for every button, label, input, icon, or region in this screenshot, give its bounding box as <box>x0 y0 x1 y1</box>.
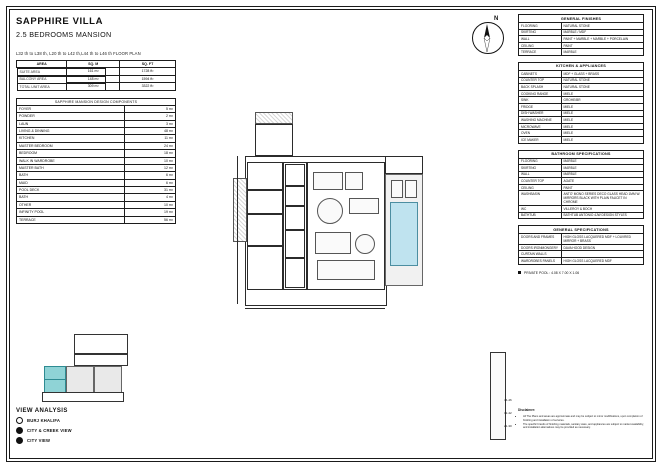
table-row <box>519 258 644 265</box>
bathroom-specifications-table <box>518 158 644 220</box>
design-components-table <box>16 98 176 224</box>
spec-value: MDF + GLASS + BRASS <box>561 70 644 77</box>
legend-dot-icon <box>16 427 23 434</box>
legend-item-burj-khalifa <box>16 417 166 424</box>
spec-key: BATHTUB <box>519 212 562 219</box>
table-row <box>519 136 644 143</box>
spec-key: FLOORING <box>519 158 562 165</box>
row-label: BATH <box>17 172 125 179</box>
row-sqft: 1594 ft² <box>120 75 176 82</box>
furniture-dining-table <box>317 198 343 224</box>
row-value: 6 m² <box>125 172 176 179</box>
table-row <box>17 113 176 120</box>
spec-key: BACK SPLASH <box>519 84 562 91</box>
row-value: 5 m² <box>125 105 176 112</box>
row-sqm: 161 m² <box>67 68 120 75</box>
row-value: 48 m² <box>125 128 176 135</box>
sqm-col-header: SQ. M <box>67 61 120 68</box>
area-col-header: AREA <box>17 61 67 68</box>
spec-key: DOORS AND FRAMES <box>519 234 562 245</box>
table-row <box>17 105 176 112</box>
site-building-block <box>74 334 128 354</box>
row-sqm: 148 m² <box>67 75 120 82</box>
spec-value: MARBLE <box>561 49 644 56</box>
room-bedroom <box>247 162 283 190</box>
spec-key: MICROWAVE <box>519 123 562 130</box>
spec-key: DOORS IRONMONGERY <box>519 244 562 251</box>
furniture-lounge <box>315 232 351 254</box>
furniture-sofa <box>313 172 343 190</box>
table-row <box>519 23 644 30</box>
room-laundry <box>285 186 305 206</box>
row-label: BATH <box>17 194 125 201</box>
row-value: 11 m² <box>125 135 176 142</box>
table-row <box>519 103 644 110</box>
table-row <box>519 251 644 258</box>
spec-value: PAINT <box>561 184 644 191</box>
room-foyer <box>285 258 305 288</box>
table-row <box>519 117 644 124</box>
row-label: MASTER BATH <box>17 164 125 171</box>
legend-item-city-creek-view <box>16 427 166 434</box>
spec-key: FRIDGE <box>519 103 562 110</box>
page-subtitle: 2.5 BEDROOMS MANSION <box>16 30 112 39</box>
spec-key: COOKING RANGE <box>519 90 562 97</box>
spec-key: WASHBASIN <box>519 191 562 206</box>
site-plan-diagram <box>16 332 146 404</box>
spec-value: MARBLE <box>561 158 644 165</box>
spec-value: MARBLE / MDF <box>561 29 644 36</box>
spec-key: COUNTER TOP <box>519 77 562 84</box>
legend-dot-icon <box>16 437 23 444</box>
spec-value: DAVA HOOD DESIGN <box>561 244 644 251</box>
spec-value: GROHE/BR <box>561 97 644 104</box>
spec-value: VILLEROY & BOCH <box>561 206 644 213</box>
spec-value: NATURAL STONE <box>561 77 644 84</box>
spec-key: WASHING MACHINE <box>519 117 562 124</box>
row-value: 2 m² <box>125 113 176 120</box>
row-value: 10 m² <box>125 157 176 164</box>
row-label: MASTER BEDROOM <box>17 142 125 149</box>
general-finishes-table <box>518 22 644 56</box>
general-finishes-panel <box>518 14 644 56</box>
table-row <box>519 234 644 245</box>
legend-label: CITY VIEW <box>27 438 51 443</box>
components-title: SAPPHIRE MANSION DESIGN COMPONENTS <box>17 98 176 105</box>
tower-level-labels <box>504 398 512 437</box>
spec-value: NATURAL STONE <box>561 84 644 91</box>
disclaimer-line: • The specific brands of finishing materials, sanitary ware, and appliances are subject to market availability, and installation alternatives may be provided as necessary. <box>523 423 646 431</box>
row-label: MAID <box>17 179 125 186</box>
furniture-sun-lounger <box>405 180 417 198</box>
disclaimer-title: Disclaimer: <box>518 408 536 412</box>
spec-key: SKIRTING <box>519 165 562 172</box>
room-terrace <box>385 156 423 174</box>
spec-key: DISH WASHER <box>519 110 562 117</box>
general-specifications-title: GENERAL SPECIFICATIONS <box>518 225 644 233</box>
dimension-line <box>237 156 238 304</box>
row-value: 4 m² <box>125 194 176 201</box>
floor-plan-drawing <box>225 150 430 310</box>
table-row <box>519 90 644 97</box>
spec-value: BATHTUB ANTONIO 4JW DESIGN STYLES <box>561 212 644 219</box>
furniture-terrace-seating <box>317 260 375 280</box>
row-label: WALK IN WARDROBE <box>17 157 125 164</box>
table-row <box>17 172 176 179</box>
furniture-console <box>349 198 379 214</box>
legend-item-city-view <box>16 437 166 444</box>
furniture-sun-lounger <box>391 180 403 198</box>
specifications-column <box>518 14 644 275</box>
spec-key: CEILING <box>519 42 562 49</box>
table-row <box>519 77 644 84</box>
spec-value: MARBLE <box>561 165 644 172</box>
table-row <box>519 206 644 213</box>
site-highlight-unit <box>44 379 66 393</box>
room-master-bedroom <box>247 246 283 290</box>
bullet-square-icon <box>518 271 521 274</box>
spec-value <box>561 251 644 258</box>
row-label: TOTAL UNIT AREA <box>17 83 106 91</box>
row-value: 31 m² <box>125 187 176 194</box>
table-row <box>519 130 644 137</box>
table-row <box>519 49 644 56</box>
table-row <box>17 187 176 194</box>
row-label: OTHER <box>17 201 125 208</box>
tower-level: 44-46 <box>504 398 512 402</box>
spec-value: MARBLE <box>561 171 644 178</box>
table-header-row <box>17 98 176 105</box>
spec-key: SKIRTING <box>519 29 562 36</box>
table-row <box>17 68 176 75</box>
row-value: 19 m² <box>125 209 176 216</box>
row-value: 10 m² <box>125 201 176 208</box>
table-row <box>17 179 176 186</box>
table-row <box>519 184 644 191</box>
spec-key: WALL <box>519 36 562 43</box>
row-value: 3 m² <box>125 120 176 127</box>
spec-value: AGATE <box>561 178 644 185</box>
furniture-armchair <box>345 172 363 190</box>
site-podium-block <box>74 354 128 366</box>
spec-key: OVEN <box>519 130 562 137</box>
bathroom-specifications-title: BATHROOM SPECIFICATIONS <box>518 150 644 158</box>
legend-label: BURJ KHALIFA <box>27 418 61 423</box>
row-value: 6 m² <box>125 179 176 186</box>
tower-level: 21-30 <box>504 424 512 428</box>
spec-value: PAINT + MARBLE + MARBLE + PORCELAIN <box>561 36 644 43</box>
spec-value: MIELE <box>561 117 644 124</box>
row-sqft: 3322 ft² <box>120 83 176 90</box>
row-sqm: 309 m² <box>67 83 120 90</box>
infinity-pool <box>390 202 418 266</box>
legend-dot-icon <box>16 417 23 424</box>
sqft-col-header: SQ. FT <box>120 61 176 68</box>
row-label: BALCONY AREA <box>17 75 106 83</box>
spec-key: SINK <box>519 97 562 104</box>
table-row <box>519 29 644 36</box>
service-shaft <box>233 178 247 242</box>
general-finishes-title: GENERAL FINISHES <box>518 14 644 22</box>
table-row <box>519 70 644 77</box>
annex-wall-hatch <box>255 112 293 124</box>
bathroom-specifications-panel <box>518 150 644 220</box>
table-row <box>519 171 644 178</box>
spec-key: ICE MAKER <box>519 136 562 143</box>
view-analysis-title: VIEW ANALYSIS <box>16 408 68 414</box>
row-label: POOL DECK <box>17 187 125 194</box>
row-label: TERRACE <box>17 216 125 223</box>
row-label: LIVING & DINNING <box>17 128 125 135</box>
spec-value: MIELE <box>561 123 644 130</box>
legend-label: CITY & CREEK VIEW <box>27 428 72 433</box>
spec-value: MIELE <box>561 103 644 110</box>
table-row <box>17 120 176 127</box>
spec-key: FLOORING <box>519 23 562 30</box>
table-row <box>519 158 644 165</box>
table-row <box>17 75 176 82</box>
table-row <box>519 36 644 43</box>
row-sqft: 1728 ft² <box>120 68 176 75</box>
compass-north-label: N <box>494 16 499 22</box>
row-value: 56 m² <box>125 216 176 223</box>
table-row <box>519 244 644 251</box>
table-row <box>519 212 644 219</box>
site-adjacent-block <box>66 366 94 393</box>
spec-value: MIELE <box>561 90 644 97</box>
private-pool-text: PRIVATE POOL : 4.08 X 7.00 X 1.06 <box>524 270 580 275</box>
table-row <box>17 150 176 157</box>
row-value: 12 m² <box>125 164 176 171</box>
north-compass-icon <box>470 16 508 54</box>
furniture-side-table <box>355 234 375 254</box>
room-walk-in-wardrobe <box>247 214 283 246</box>
row-label: BEDROOM <box>17 150 125 157</box>
row-label: LAUN <box>17 120 125 127</box>
area-table <box>16 60 176 91</box>
tower-level: 32-42 <box>504 411 512 415</box>
spec-key: COUNTER TOP <box>519 178 562 185</box>
table-row <box>519 165 644 172</box>
site-highlight-unit <box>44 366 66 380</box>
view-analysis-legend <box>16 408 166 444</box>
spec-key: CEILING <box>519 184 562 191</box>
table-row <box>519 123 644 130</box>
table-row <box>17 164 176 171</box>
table-row <box>519 42 644 49</box>
spec-key: TERRACE <box>519 49 562 56</box>
table-row <box>17 128 176 135</box>
room-upper-annex <box>255 124 293 156</box>
disclaimer-line: • All The Plans and areas are approximate and may be subject to minor modifications, upon completion of finishing and installation of services. <box>523 415 646 423</box>
table-row <box>519 191 644 206</box>
row-label: KITCHEN <box>17 135 125 142</box>
table-row <box>519 110 644 117</box>
row-value: 24 m² <box>125 142 176 149</box>
table-row <box>17 157 176 164</box>
site-base-block <box>42 392 124 402</box>
dimension-line <box>245 308 385 309</box>
table-row <box>17 135 176 142</box>
page-title: SAPPHIRE VILLA <box>16 16 104 27</box>
spec-value: MIELE <box>561 130 644 137</box>
spec-value: MIELE <box>561 110 644 117</box>
spec-key: CURTAIN WALLS <box>519 251 562 258</box>
spec-key: WC <box>519 206 562 213</box>
room-maid <box>285 206 305 230</box>
room-powder <box>285 164 305 186</box>
general-specifications-table <box>518 233 644 264</box>
kitchen-appliances-panel <box>518 62 644 144</box>
spec-key: CABINETS <box>519 70 562 77</box>
row-label: FOYER <box>17 105 125 112</box>
spec-value: MIELE <box>561 136 644 143</box>
disclaimer-block <box>518 408 646 430</box>
private-pool-note <box>518 271 644 275</box>
row-value: 18 m² <box>125 150 176 157</box>
table-row <box>17 209 176 216</box>
site-adjacent-block <box>94 366 122 393</box>
table-row <box>519 178 644 185</box>
room-kitchen <box>285 230 305 258</box>
general-specifications-panel <box>518 225 644 264</box>
table-row <box>17 216 176 223</box>
row-label: INFINITY POOL <box>17 209 125 216</box>
spec-key: WARDROBES PANELS <box>519 258 562 265</box>
table-row <box>519 84 644 91</box>
row-label: POWDER <box>17 113 125 120</box>
kitchen-appliances-title: KITCHEN & APPLIANCES <box>518 62 644 70</box>
spec-key: WALL <box>519 171 562 178</box>
spec-value: NATURAL STONE <box>561 23 644 30</box>
table-row <box>17 194 176 201</box>
table-header-row <box>17 61 176 68</box>
left-info-column <box>16 16 176 224</box>
table-row <box>519 97 644 104</box>
table-row <box>17 201 176 208</box>
room-bath <box>247 190 283 214</box>
spec-value: HIGH GLOSS LACQUERED MDF + LOUVRED MIRROR + BRASS <box>561 234 644 245</box>
kitchen-appliances-table <box>518 70 644 144</box>
row-label: SUITE AREA <box>17 68 106 76</box>
spec-value: PAINT <box>561 42 644 49</box>
spec-value: HIGH GLOSS LACQUERED MDF <box>561 258 644 265</box>
floor-note: L32 th to L38 th, L20 th to L42 th,L44 th to L46 th FLOOR PLAN <box>16 51 141 56</box>
table-row <box>17 83 176 90</box>
spec-value: ANTO' MONO SERIES DECO GLASS HEAD 1MM W. MIRRORS BLACK WITH PLAIN FAUCET IN CHROME <box>561 191 644 206</box>
table-row <box>17 142 176 149</box>
